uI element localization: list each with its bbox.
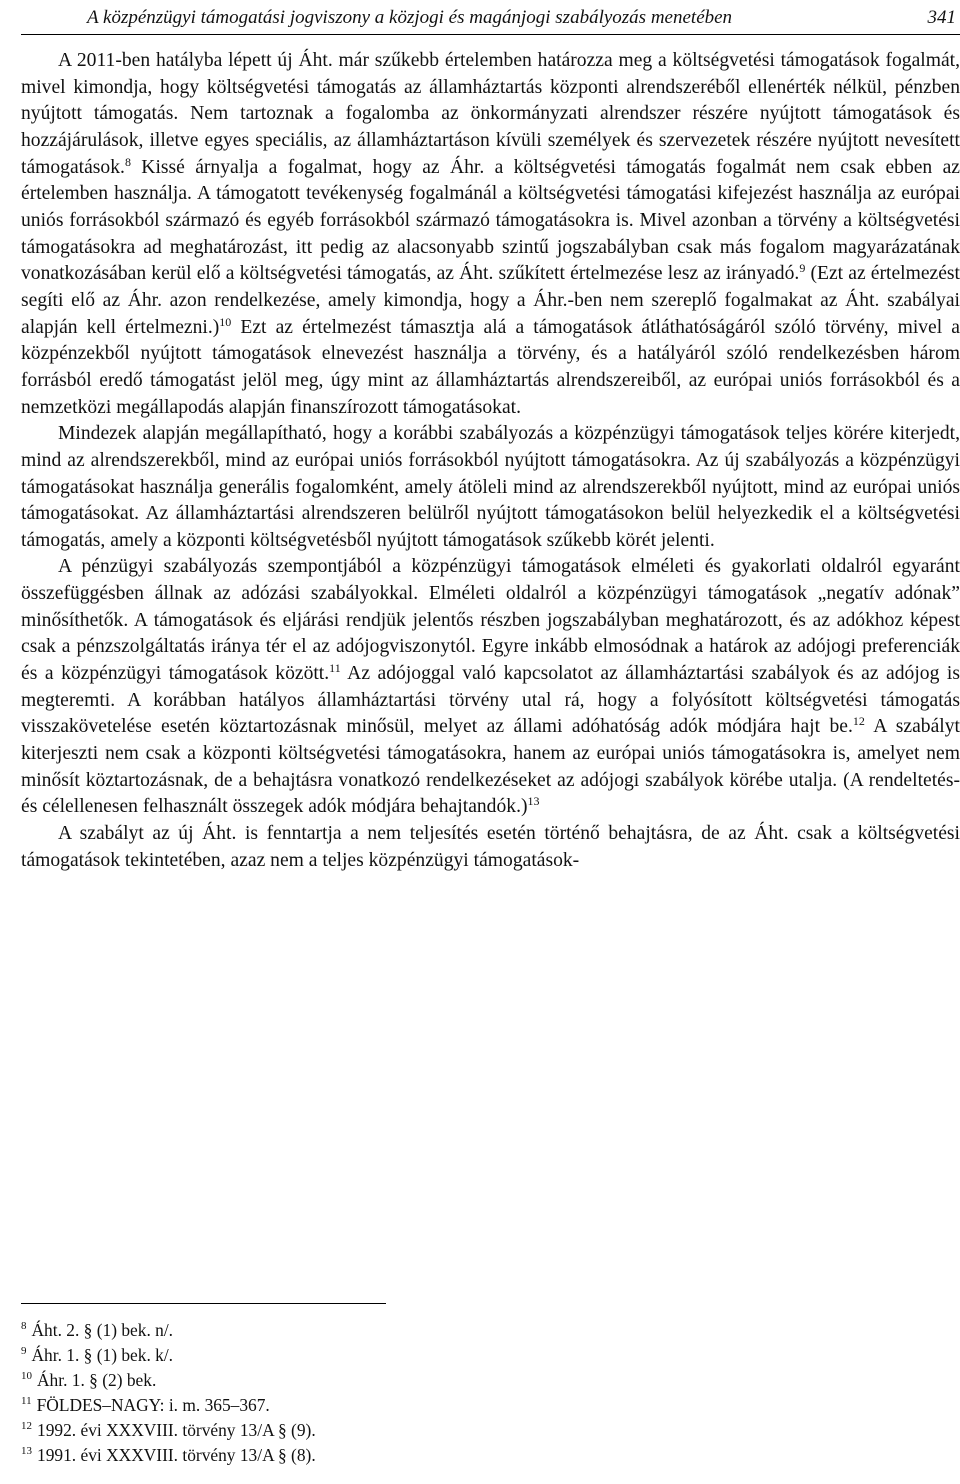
footnote bbox=[21, 1443, 316, 1468]
footnote-number: 13 bbox=[21, 1445, 32, 1457]
paragraph-text: Ezt az értelmezést támasztja alá a támogatások átláthatóságáról szóló törvény, mivel a közpénzekből nyújtott támogatások elnevezést használja a törvény, és a hatályáról szóló rendelkezésben három forrásból eredő támogatást jelöl meg, úgy mint az államháztartás alrendszereiből, az európai uniós forrásokból és a nemzetközi megállapodás alapján finanszírozott támogatásokat. bbox=[21, 316, 960, 418]
footnote-separator bbox=[21, 1303, 386, 1304]
paragraph-text: A 2011-ben hatályba lépett új Áht. már szűkebb értelemben határozza meg a költségvetési támogatások fogalmát, mivel kimondja, hogy költségvetési támogatás az államháztartás központi alrendszeréből ellenérték nélkül, pénzben nyújtott támogatás. Nem tartoznak a fogalomba az önkormányzati alrendszer részére nyújtott támogatások és hozzájárulások, illetve egyes speciális, az államháztartáson kívüli személyek és szervezetek részére nyújtott nevesített támogatások. bbox=[21, 50, 960, 178]
footnote-number: 8 bbox=[21, 1320, 27, 1332]
paragraph bbox=[21, 48, 960, 421]
footnote-text: 1991. évi XXXVIII. törvény 13/A § (8). bbox=[37, 1445, 316, 1465]
footnote-reference[interactable]: 10 bbox=[219, 314, 232, 329]
footnote-text: Áht. 2. § (1) bek. n/. bbox=[31, 1320, 174, 1340]
footnote-reference[interactable]: 12 bbox=[852, 714, 865, 729]
footnote-number: 11 bbox=[21, 1395, 32, 1407]
paragraph-text: Mindezek alapján megállapítható, hogy a korábbi szabályozás a közpénzügyi támogatások teljes körére kiterjedt, mind az alrendszerekből, mind az európai uniós forrásokból nyújtott támogatásokra. Az új szabályozás a közpénzügyi támogatásokat használja generális fogalomként, amely átöleli mind az alrendszerekből nyújtott, mind az európai uniós támogatásokat. Az államháztartási alrendszeren belülről nyújtott támogatásokon belül helyezkedik el a költségvetési támogatás, amely a központi költségvetésből nyújtott támogatások szűkebb körét jelenti. bbox=[21, 423, 960, 551]
header-title: A közpénzügyi támogatási jogviszony a közjogi és magánjogi szabályozás menetében bbox=[87, 7, 733, 28]
footnote-text: 1992. évi XXXVIII. törvény 13/A § (9). bbox=[37, 1420, 316, 1440]
footnote bbox=[21, 1418, 316, 1443]
running-header bbox=[21, 4, 960, 35]
footnote-number: 12 bbox=[21, 1420, 32, 1432]
paragraph bbox=[21, 421, 960, 554]
paragraph-text: Kissé árnyalja a fogalmat, hogy az Áhr. a költségvetési támogatás fogalmát nem csak ebben az értelemben használja. A támogatott tevékenység fogalmánál a költségvetési támogatási kifejezést használja az európai uniós forrásokból származó és egyéb forrásokból származó támogatásokra is. Mivel azonban a törvény a költségvetési támogatásokra ad meghatározást, itt pedig az alacsonyabb szintű jogszabályban csak más fogalom magyarázatának vonatkozásában kerül elő a költségvetési támogatás, az Áht. szűkített értelmezése lesz az irányadó. bbox=[21, 156, 960, 285]
footnote bbox=[21, 1393, 316, 1418]
footnote-reference[interactable]: 9 bbox=[799, 261, 806, 276]
footnote bbox=[21, 1368, 316, 1393]
footnotes bbox=[21, 1318, 316, 1468]
footnote-number: 9 bbox=[21, 1345, 27, 1357]
paragraph-text: A szabályt az új Áht. is fenntartja a nem teljesítés esetén történő behajtásra, de az Áht. csak a költségvetési támogatások tekintetében, azaz nem a teljes közpénzügyi támogatások- bbox=[21, 823, 960, 871]
footnote bbox=[21, 1343, 316, 1368]
paragraph bbox=[21, 821, 960, 874]
footnote-number: 10 bbox=[21, 1370, 32, 1382]
paragraph-text: A szabályt kiterjeszti nem csak a központi költségvetési támogatásokra, hanem az európai uniós támogatásokra is, amelyet nem minősít köztartozásnak, de a behajtásra vonatkozó rendelkezéseket az adójogi szabályok körébe utalja. (A rendeltetés- és célellenesen felhasznált összegek adók módjára behajtandók.) bbox=[21, 716, 960, 818]
paragraph-text: Az adójoggal való kapcsolatot az államháztartási szabályok és az adójog is megteremti. A korábban hatályos államháztartási törvény utal rá, hogy a folyósított költségvetési támogatás visszakövetelése esetén köztartozásnak minősül, melyet az állami adóhatóság adók módjára hajt be. bbox=[21, 663, 960, 738]
footnote-reference[interactable]: 11 bbox=[329, 661, 341, 676]
footnote-text: Áhr. 1. § (1) bek. k/. bbox=[31, 1345, 174, 1365]
paragraph-text: A pénzügyi szabályozás szempontjából a közpénzügyi támogatások elméleti és gyakorlati oldalról egyaránt összefüggésben állnak az adózási szabályokkal. Elméleti oldalról a közpénzügyi támogatások „negatív adónak” minősíthetők. A támogatások és eljárási rendjük jelentős részben jogszabályban meghatározott, és az adókhoz képest csak a pénzszolgáltatás iránya tér el az adójogviszonytól. Egyre inkább elmosódnak a határok az adójogi preferenciák és a közpénzügyi támogatások között. bbox=[21, 556, 960, 685]
paragraph bbox=[21, 554, 960, 821]
footnote-text: Áhr. 1. § (2) bek. bbox=[37, 1370, 157, 1390]
body-text bbox=[21, 42, 960, 874]
footnote-reference[interactable]: 13 bbox=[527, 794, 540, 809]
footnote-text: FÖLDES–NAGY: i. m. 365–367. bbox=[36, 1395, 270, 1415]
footnote-reference[interactable]: 8 bbox=[124, 154, 131, 169]
page-number: 341 bbox=[927, 7, 956, 28]
paragraph-text: (Ezt az értelmezést segíti elő az Áhr. azon rendelkezése, amely kimondja, hogy a Áhr.-ben nem szereplő fogalmakat az Áht. szabályai alapján kell értelmezni.) bbox=[21, 263, 960, 338]
footnote bbox=[21, 1318, 316, 1343]
